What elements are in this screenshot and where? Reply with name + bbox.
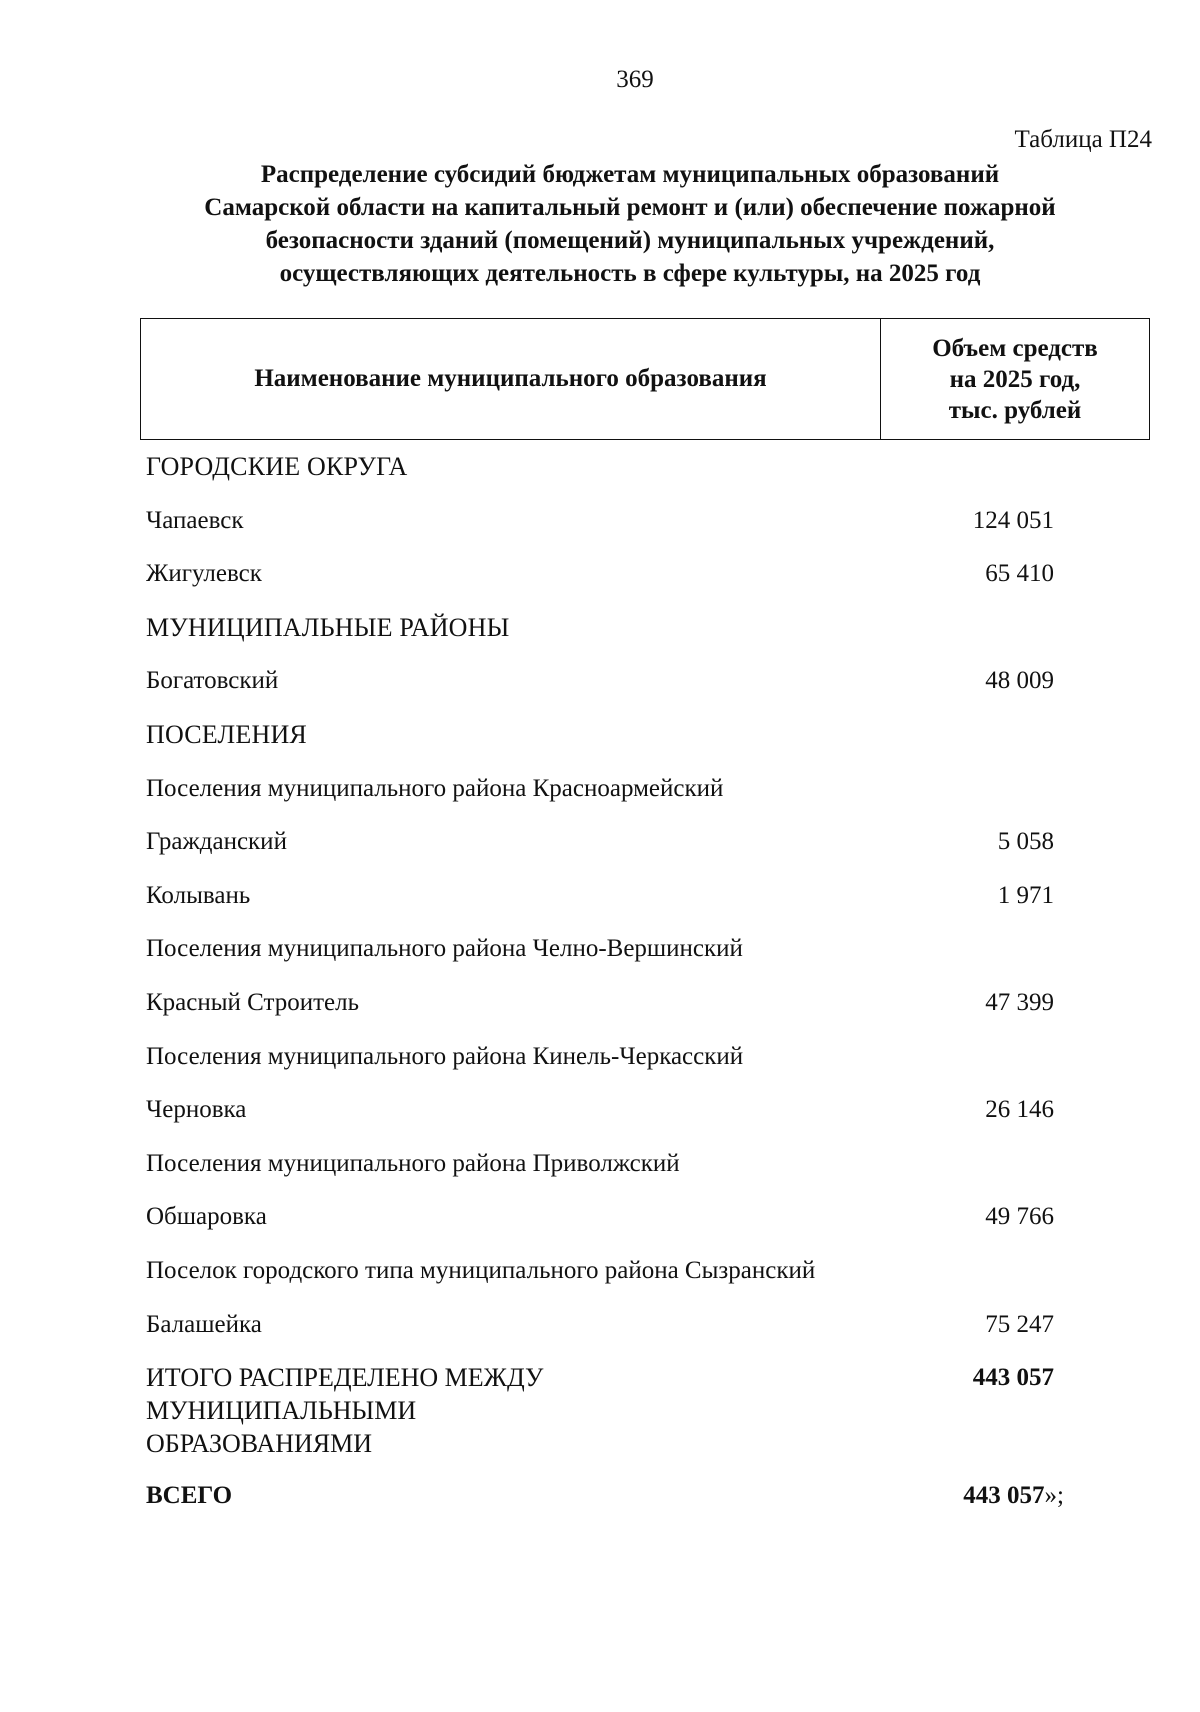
total-distributed-amount: 443 057	[972, 1364, 1054, 1392]
row-name: Богатовский	[146, 667, 279, 695]
row-name: Поселения муниципального района Кинель-Черкасский	[146, 1042, 744, 1070]
row-amount: 49 766	[985, 1203, 1054, 1231]
table-row	[146, 1093, 1146, 1147]
document-title	[120, 158, 1140, 290]
header-amount-line: на 2025 год,	[949, 365, 1081, 393]
title-line: безопасности зданий (помещений) муниципальных учреждений,	[265, 227, 995, 254]
row-name: Балашейка	[146, 1310, 262, 1338]
row-amount: 1 971	[997, 881, 1054, 909]
table-row	[146, 718, 1146, 772]
row-amount: 124 051	[972, 506, 1054, 534]
row-amount: 48 009	[985, 667, 1054, 695]
table-row	[146, 772, 1146, 826]
row-name: Черновка	[146, 1096, 247, 1124]
table-row	[146, 450, 1146, 504]
row-amount: 5 058	[997, 828, 1054, 856]
header-amount-cell	[881, 319, 1149, 439]
total-distributed-row	[146, 1361, 1146, 1479]
title-line: Самарской области на капитальный ремонт и (или) обеспечение пожарной	[204, 194, 1056, 221]
title-line: Распределение субсидий бюджетам муниципальных образований	[260, 161, 1000, 188]
table-row	[146, 1040, 1146, 1094]
grand-total-row	[146, 1479, 1146, 1533]
table-row	[146, 504, 1146, 558]
table-row	[146, 664, 1146, 718]
table-row	[146, 879, 1146, 933]
table-row	[146, 1308, 1146, 1362]
table-row	[146, 932, 1146, 986]
row-name: Колывань	[146, 881, 251, 909]
row-name: МУНИЦИПАЛЬНЫЕ РАЙОНЫ	[146, 612, 510, 642]
total-label-line: МУНИЦИПАЛЬНЫМИ	[146, 1396, 417, 1426]
table-header	[140, 318, 1150, 440]
row-name: ПОСЕЛЕНИЯ	[146, 719, 307, 749]
row-name: Поселок городского типа муниципального района Сызранский	[146, 1256, 816, 1284]
page-number: 369	[616, 66, 654, 93]
table-row	[146, 1147, 1146, 1201]
row-name: Поселения муниципального района Приволжский	[146, 1149, 680, 1177]
total-distributed-label	[146, 1361, 543, 1460]
row-name: Поселения муниципального района Красноармейский	[146, 774, 724, 802]
row-amount: 26 146	[985, 1096, 1054, 1124]
grand-total-amount: 443 057	[963, 1482, 1045, 1510]
row-amount: 65 410	[985, 560, 1054, 588]
table-row	[146, 611, 1146, 665]
row-name: ГОРОДСКИЕ ОКРУГА	[146, 452, 408, 481]
table-row	[146, 1254, 1146, 1308]
header-amount-line: Объем средств	[932, 334, 1098, 362]
row-amount: 47 399	[985, 988, 1054, 1016]
row-name: Красный Строитель	[146, 988, 360, 1016]
table-row	[146, 825, 1146, 879]
table-row	[146, 1200, 1146, 1254]
total-label-line: ИТОГО РАСПРЕДЕЛЕНО МЕЖДУ	[146, 1363, 544, 1393]
row-name: Чапаевск	[146, 506, 244, 534]
row-name: Обшаровка	[146, 1203, 267, 1231]
row-name: Поселения муниципального района Челно-Вершинский	[146, 935, 743, 963]
row-name: Жигулевск	[146, 560, 262, 588]
row-amount: 75 247	[985, 1310, 1054, 1338]
grand-total-amount-wrap	[963, 1479, 1064, 1513]
header-name-cell: Наименование муниципального образования	[141, 319, 881, 439]
table-row	[146, 986, 1146, 1040]
total-label-line: ОБРАЗОВАНИЯМИ	[146, 1429, 373, 1459]
closing-quote-suffix: »;	[1044, 1482, 1064, 1510]
grand-total-label: ВСЕГО	[146, 1482, 233, 1510]
table-body	[146, 450, 1146, 1533]
row-name: Гражданский	[146, 828, 287, 856]
table-label: Таблица П24	[1014, 126, 1152, 153]
title-line: осуществляющих деятельность в сфере культуры, на 2025 год	[279, 260, 981, 287]
header-amount-line: тыс. рублей	[948, 396, 1082, 424]
table-row	[146, 557, 1146, 611]
